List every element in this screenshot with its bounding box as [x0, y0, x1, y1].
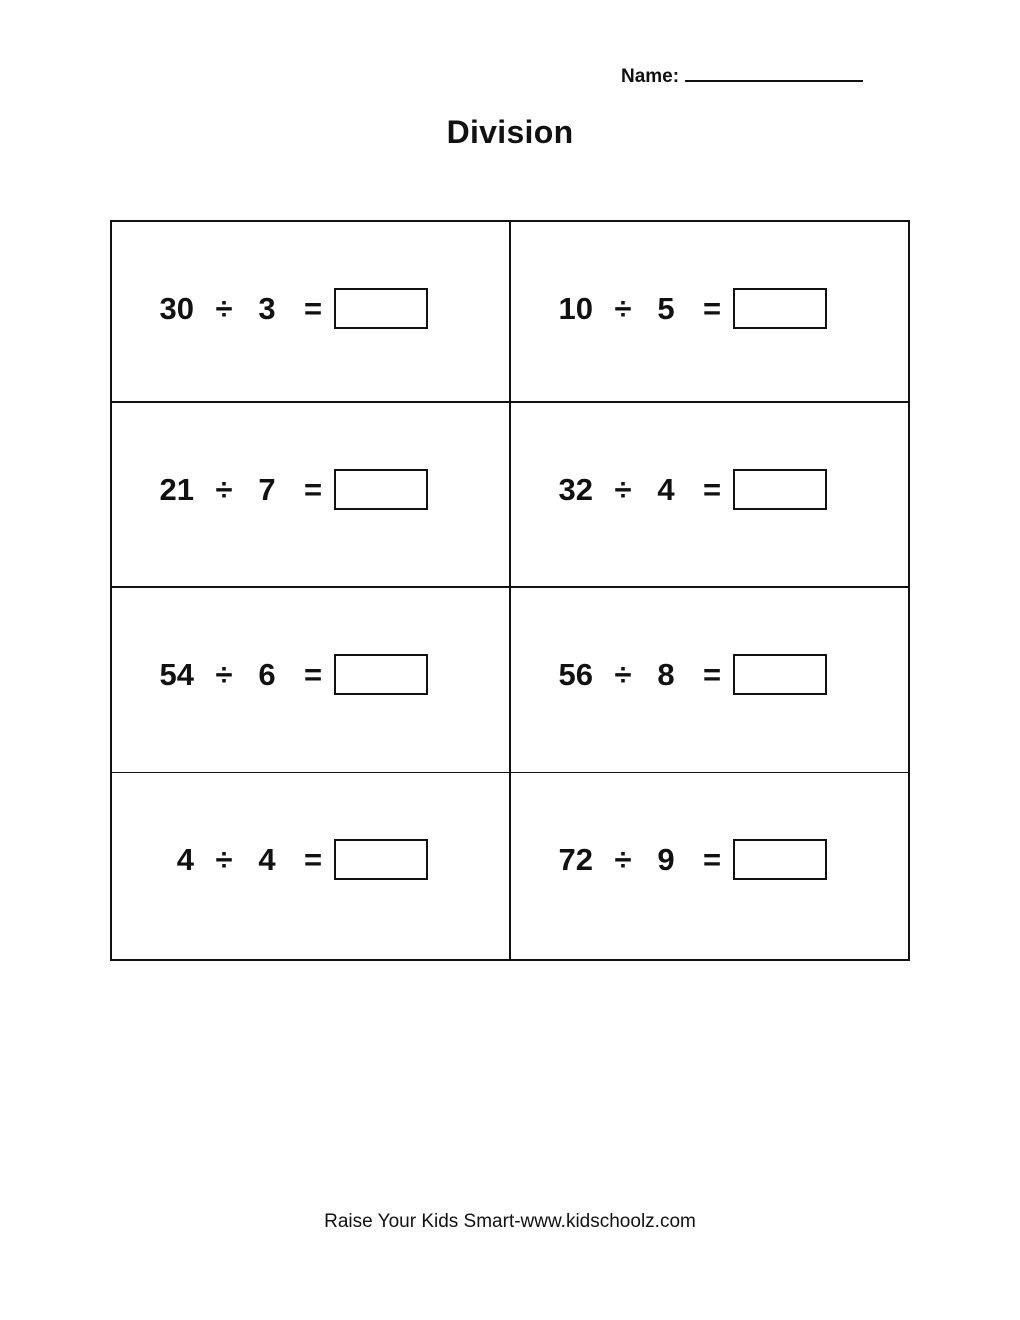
equals-sign: = [303, 472, 323, 507]
dividend: 56 [558, 657, 593, 692]
division-problem [112, 839, 509, 881]
division-sign: ÷ [215, 842, 233, 877]
name-blank-line[interactable] [685, 62, 863, 82]
divisor: 4 [258, 842, 276, 877]
dividend: 72 [558, 842, 593, 877]
problem-cell [112, 773, 511, 959]
divisor: 7 [258, 472, 276, 507]
dividend: 54 [159, 657, 194, 692]
answer-box[interactable] [334, 469, 428, 510]
equals-sign: = [702, 291, 722, 326]
equals-sign: = [702, 842, 722, 877]
division-problem [112, 654, 509, 696]
division-problem [511, 839, 910, 881]
dividend: 32 [558, 472, 593, 507]
name-label: Name: [621, 66, 680, 87]
footer-credit: Raise Your Kids Smart-www.kidschoolz.com [324, 1211, 696, 1232]
problem-cell [511, 773, 910, 959]
equals-sign: = [303, 291, 323, 326]
dividend: 21 [159, 472, 194, 507]
division-sign: ÷ [215, 472, 233, 507]
answer-box[interactable] [334, 839, 428, 880]
answer-box[interactable] [733, 654, 827, 695]
division-sign: ÷ [614, 472, 632, 507]
problem-grid [110, 220, 910, 961]
division-problem [511, 288, 910, 330]
equals-sign: = [702, 657, 722, 692]
problem-cell [511, 222, 910, 403]
division-problem [112, 469, 509, 511]
divisor: 5 [657, 291, 675, 326]
page-title: Division [446, 114, 574, 150]
problem-cell [511, 588, 910, 773]
problem-cell [112, 222, 511, 403]
problem-cell [112, 403, 511, 588]
dividend: 10 [558, 291, 593, 326]
answer-box[interactable] [733, 288, 827, 329]
division-problem [511, 469, 910, 511]
division-sign: ÷ [215, 657, 233, 692]
answer-box[interactable] [733, 469, 827, 510]
division-sign: ÷ [614, 657, 632, 692]
dividend: 30 [159, 291, 194, 326]
equals-sign: = [303, 657, 323, 692]
divisor: 9 [657, 842, 675, 877]
divisor: 3 [258, 291, 276, 326]
divisor: 8 [657, 657, 675, 692]
division-sign: ÷ [614, 842, 632, 877]
divisor: 4 [657, 472, 675, 507]
division-problem [112, 288, 509, 330]
division-problem [511, 654, 910, 696]
divisor: 6 [258, 657, 276, 692]
division-sign: ÷ [215, 291, 233, 326]
answer-box[interactable] [733, 839, 827, 880]
name-field [621, 62, 863, 88]
dividend: 4 [176, 842, 194, 877]
answer-box[interactable] [334, 654, 428, 695]
division-sign: ÷ [614, 291, 632, 326]
equals-sign: = [702, 472, 722, 507]
problem-cell [511, 403, 910, 588]
answer-box[interactable] [334, 288, 428, 329]
equals-sign: = [303, 842, 323, 877]
problem-cell [112, 588, 511, 773]
